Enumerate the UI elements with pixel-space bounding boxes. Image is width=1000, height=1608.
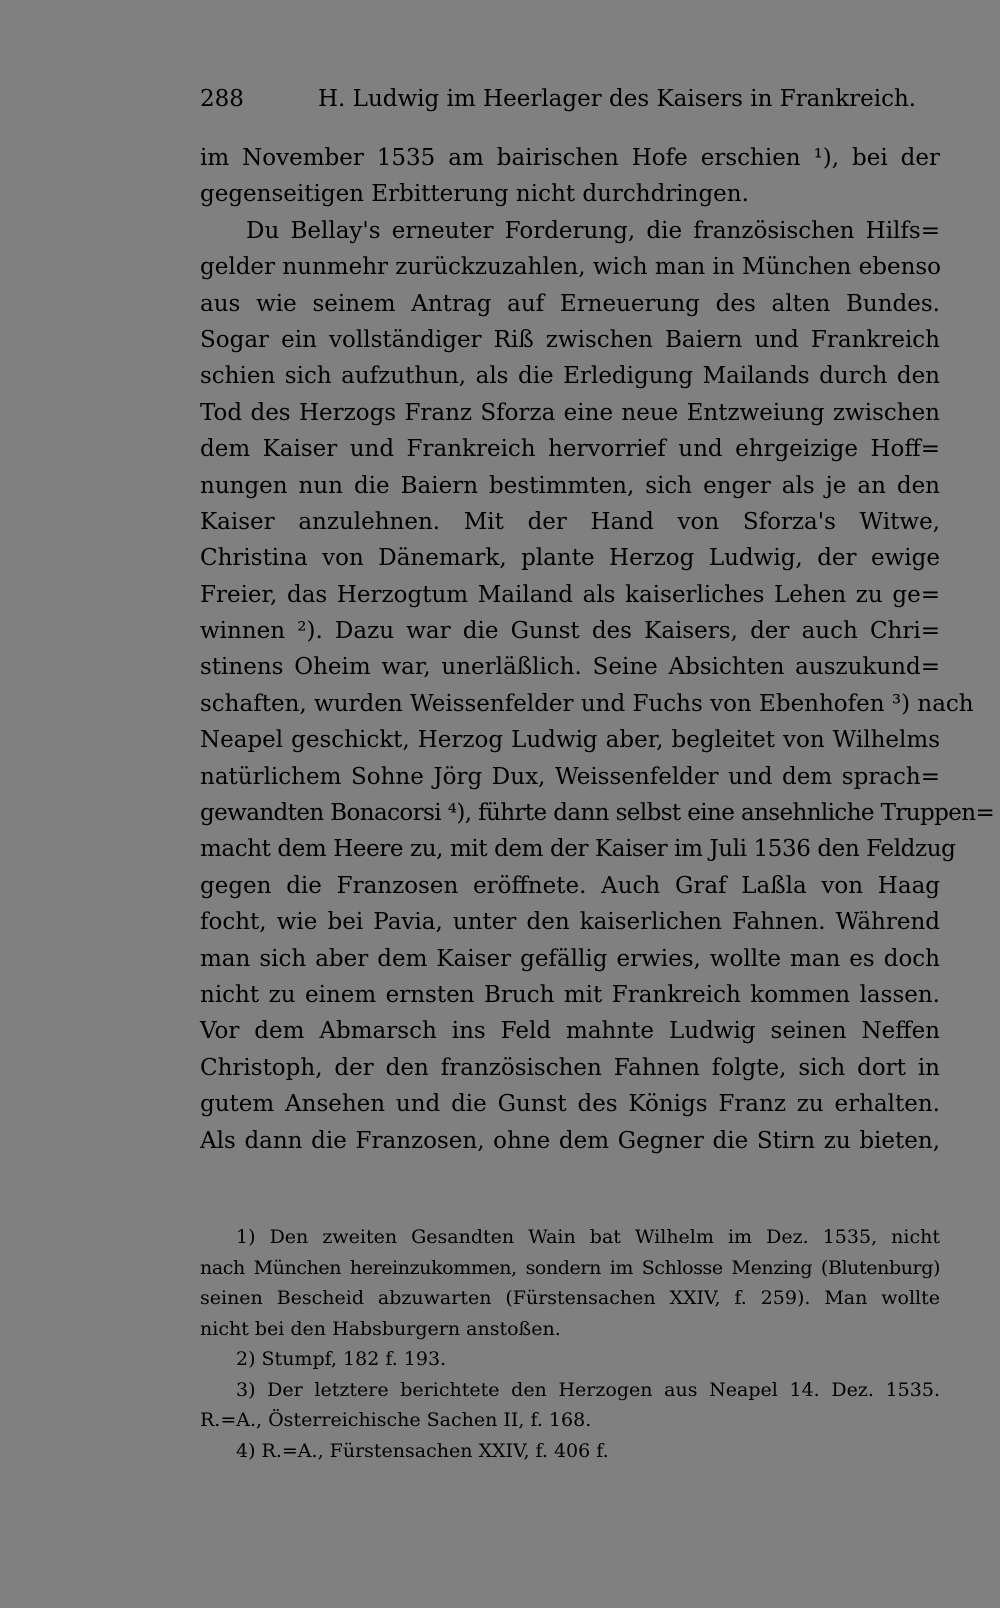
- body-line: Sogar ein vollständiger Riß zwischen Baiern und Frankreich: [200, 326, 940, 353]
- footnote-line: nicht bei den Habsburgern anstoßen.: [200, 1317, 561, 1340]
- body-line: winnen ²). Dazu war die Gunst des Kaisers, der auch Chri=: [200, 618, 940, 645]
- body-line: schaften, wurden Weissenfelder und Fuchs von Ebenhofen ³) nach: [200, 690, 974, 717]
- body-line: nungen nun die Baiern bestimmten, sich enger als je an den: [200, 472, 940, 499]
- footnote-line: seinen Bescheid abzuwarten (Fürstensachen XXIV, f. 259). Man wollte: [200, 1287, 940, 1309]
- body-line: Vor dem Abmarsch ins Feld mahnte Ludwig seinen Neffen: [200, 1018, 940, 1045]
- body-line: Du Bellay's erneuter Forderung, die französischen Hilfs=: [246, 217, 940, 244]
- footnote-line: nach München hereinzukommen, sondern im Schlosse Menzing (Blutenburg): [200, 1256, 940, 1279]
- body-line: im November 1535 am bairischen Hofe erschien ¹), bei der: [200, 145, 940, 171]
- body-line: macht dem Heere zu, mit dem der Kaiser im Juli 1536 den Feldzug: [200, 836, 956, 863]
- footnote-line: 3) Der letztere berichtete den Herzogen aus Neapel 14. Dez. 1535.: [236, 1378, 940, 1401]
- body-line: Kaiser anzulehnen. Mit der Hand von Sforza's Witwe,: [200, 508, 940, 535]
- body-line: focht, wie bei Pavia, unter den kaiserlichen Fahnen. Während: [200, 909, 940, 936]
- body-line: gewandten Bonacorsi ⁴), führte dann selbst eine ansehnliche Truppen=: [200, 800, 995, 827]
- body-line: Neapel geschickt, Herzog Ludwig aber, begleitet von Wilhelms: [200, 727, 940, 754]
- running-title: H. Ludwig im Heerlager des Kaisers in Frankreich.: [318, 86, 917, 112]
- body-line: Als dann die Franzosen, ohne dem Gegner die Stirn zu bieten,: [200, 1127, 940, 1154]
- body-line: natürlichem Sohne Jörg Dux, Weissenfelder und dem sprach=: [200, 763, 940, 790]
- body-line: gutem Ansehen und die Gunst des Königs Franz zu erhalten.: [200, 1091, 940, 1118]
- body-line: man sich aber dem Kaiser gefällig erwies, wollte man es doch: [200, 945, 940, 972]
- footnote-line: 4) R.=A., Fürstensachen XXIV, f. 406 f.: [236, 1439, 609, 1462]
- body-line: gegenseitigen Erbitterung nicht durchdringen.: [200, 181, 749, 208]
- body-line: dem Kaiser und Frankreich hervorrief und ehrgeizige Hoff=: [200, 436, 940, 463]
- page-number: 288: [200, 86, 244, 112]
- body-line: gelder nunmehr zurückzuzahlen, wich man in München ebenso: [200, 254, 942, 281]
- footnote-line: R.=A., Österreichische Sachen II, f. 168.: [200, 1409, 592, 1431]
- footnote-line: 2) Stumpf, 182 f. 193.: [236, 1348, 447, 1370]
- body-line: schien sich aufzuthun, als die Erledigung Mailands durch den: [200, 363, 940, 390]
- body-line: Christoph, der den französischen Fahnen folgte, sich dort in: [200, 1054, 940, 1081]
- body-line: nicht zu einem ernsten Bruch mit Frankreich kommen lassen.: [200, 981, 940, 1008]
- body-line: gegen die Franzosen eröffnete. Auch Graf Laßla von Haag: [200, 872, 940, 899]
- body-line: Freier, das Herzogtum Mailand als kaiserliches Lehen zu ge=: [200, 581, 940, 608]
- page-header: [200, 86, 940, 126]
- body-line: Tod des Herzogs Franz Sforza eine neue Entzweiung zwischen: [200, 399, 940, 426]
- body-text: [200, 140, 995, 1159]
- body-line: aus wie seinem Antrag auf Erneuerung des alten Bundes.: [200, 290, 940, 317]
- footnote-line: 1) Den zweiten Gesandten Wain bat Wilhelm im Dez. 1535, nicht: [236, 1226, 940, 1248]
- body-line: stinens Oheim war, unerläßlich. Seine Absichten auszukund=: [200, 654, 940, 681]
- footnotes: [200, 1222, 940, 1466]
- body-line: Christina von Dänemark, plante Herzog Ludwig, der ewige: [200, 545, 940, 572]
